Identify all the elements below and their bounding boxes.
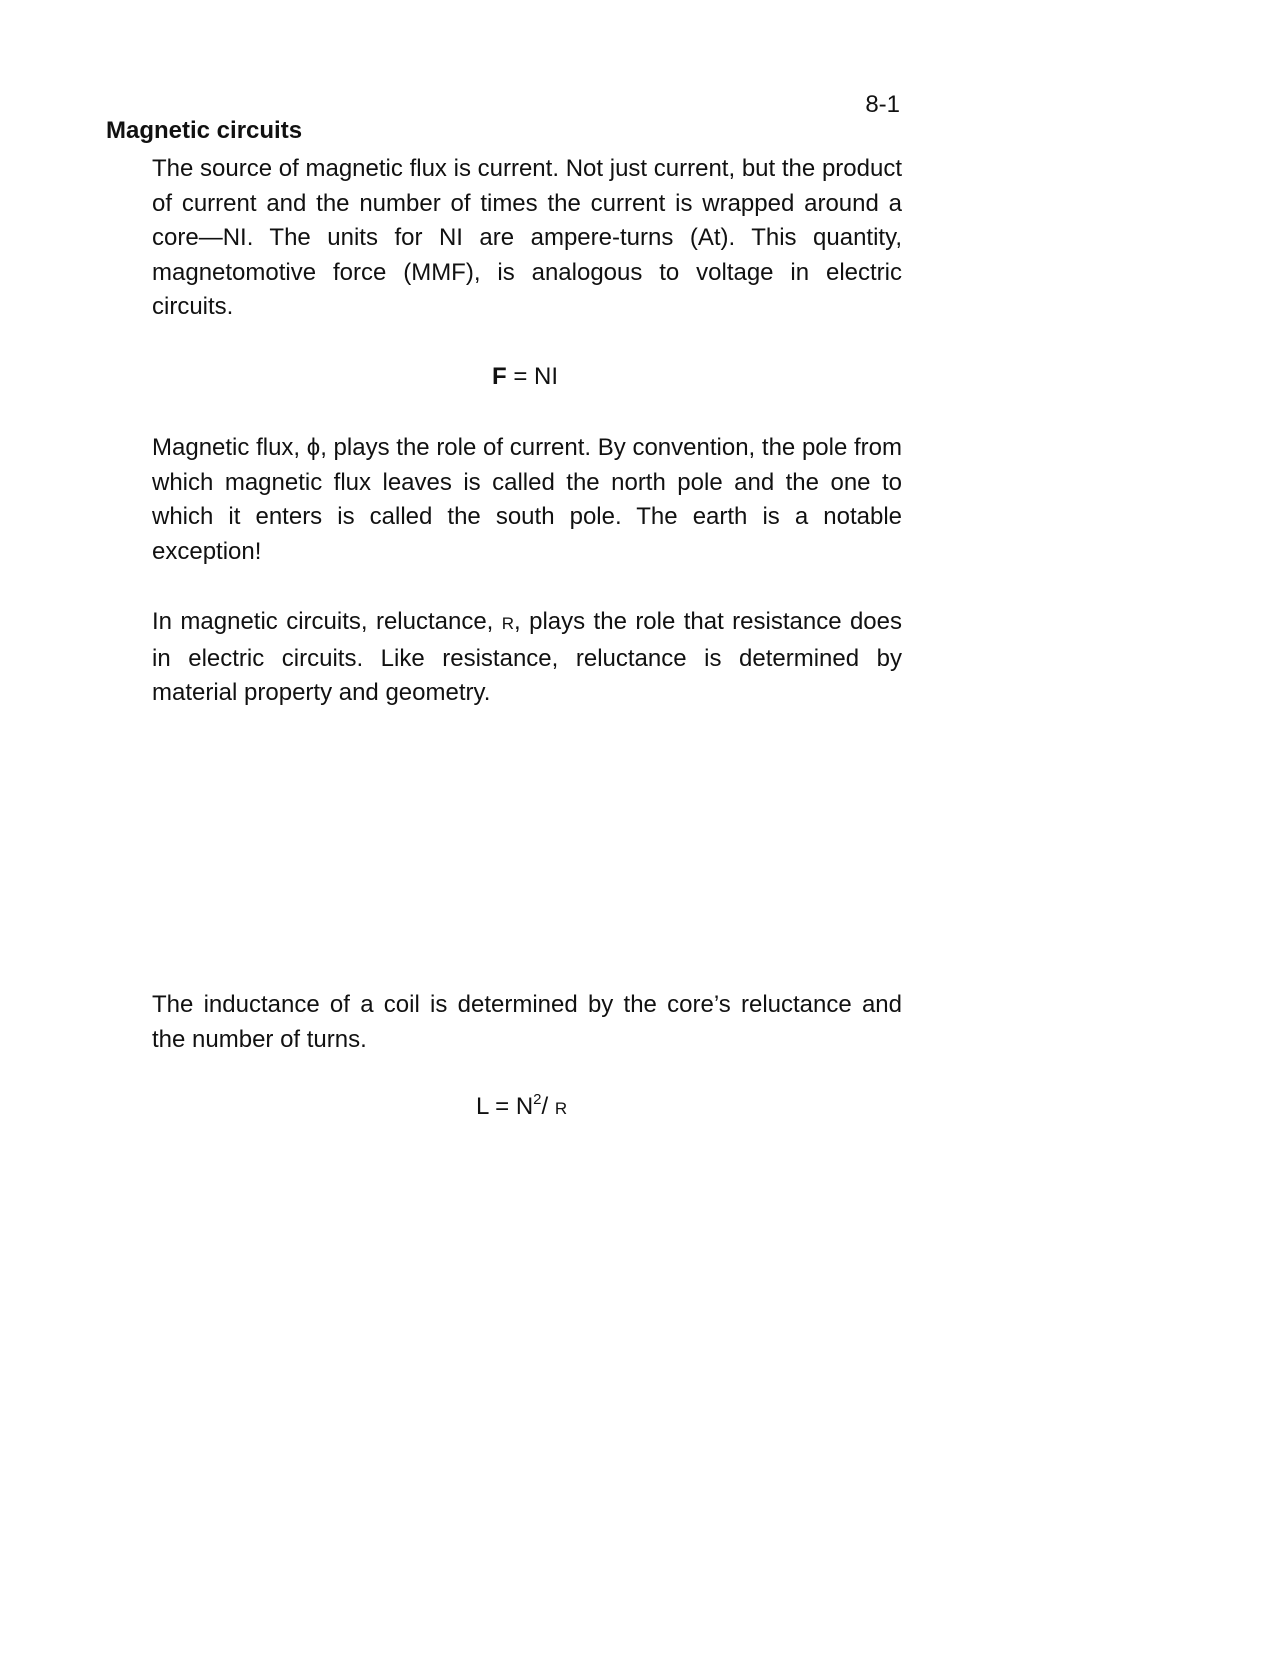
reluctance-symbol: R xyxy=(501,614,515,633)
equation-inductance-base: N xyxy=(515,1093,534,1120)
reluctance-text-end: , plays the role that resistance does in electric circuits. Like resistance, reluctance is determined by material property and geometry. xyxy=(152,608,903,706)
equation-inductance xyxy=(476,1092,567,1124)
equation-mmf-lhs: F xyxy=(492,363,507,390)
paragraph-mmf: The source of magnetic flux is current. Not just current, but the product of current and the number of times the current is wrapped around a core—NI. The units for NI are ampere-turns (At). This quantity, magnetomotive force (MMF), is analogous to voltage in electric circuits. xyxy=(152,155,902,320)
equation-inductance-lhs: L = xyxy=(476,1093,516,1120)
equation-mmf-rhs: = NI xyxy=(506,363,559,390)
equation-inductance-reluctance-symbol: R xyxy=(554,1099,568,1118)
paragraph-reluctance xyxy=(152,605,902,711)
reluctance-text-start: In magnetic circuits, reluctance, xyxy=(152,608,502,635)
equation-inductance-divider: / xyxy=(541,1093,555,1120)
paragraph-inductance: The inductance of a coil is determined by the core’s reluctance and the number of turns. xyxy=(152,991,902,1053)
page-number: 8-1 xyxy=(865,91,900,118)
equation-mmf xyxy=(492,362,558,392)
paragraph-flux: Magnetic flux, ϕ, plays the role of current. By convention, the pole from which magnetic flux leaves is called the north pole and the one to which it enters is called the south pole. The earth is a notable exception! xyxy=(152,434,902,565)
section-heading: Magnetic circuits xyxy=(106,117,303,144)
equation-inductance-exponent: 2 xyxy=(533,1091,542,1108)
